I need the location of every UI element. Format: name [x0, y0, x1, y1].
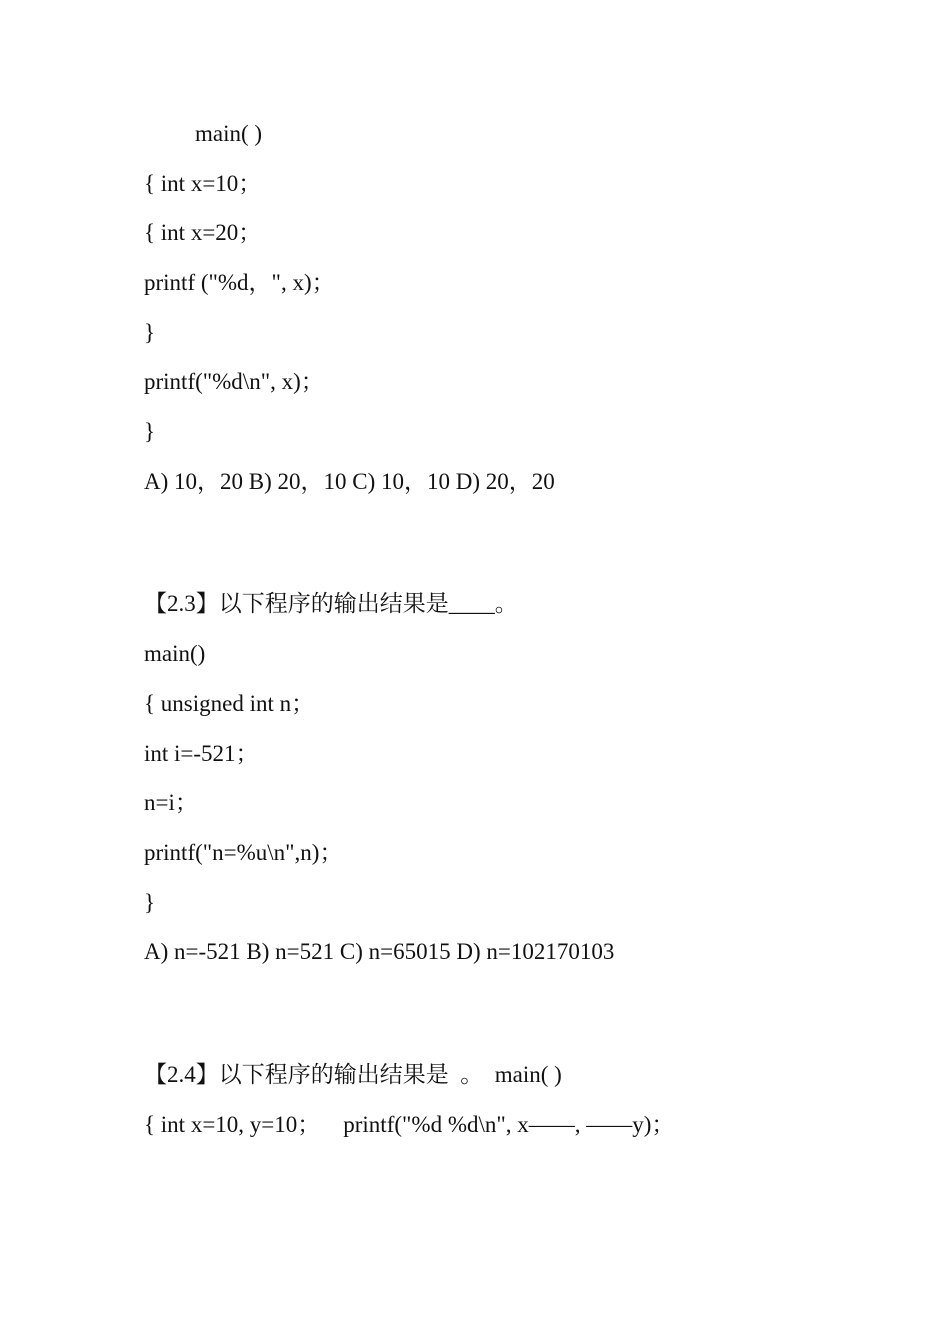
- code-line: { int x=10, y=10； printf("%d %d\n", x——, ——y)；: [144, 1112, 675, 1137]
- code-line: printf("%d\n", x)；: [144, 369, 324, 394]
- code-line: n=i；: [144, 790, 198, 815]
- code-line: }: [144, 320, 156, 345]
- code-line: { int x=10；: [144, 171, 262, 196]
- code-line: int i=-521；: [144, 741, 259, 766]
- code-line: printf ("%d，", x)；: [144, 270, 335, 295]
- code-line: printf("n=%u\n",n)；: [144, 840, 343, 865]
- code-line: }: [144, 419, 156, 444]
- code-line: }: [144, 890, 156, 915]
- answer-options: A) 10，20 B) 20，10 C) 10，10 D) 20，20: [144, 469, 555, 494]
- question-heading-2-4: 【2.4】以下程序的输出结果是 。 main( ): [144, 1062, 562, 1087]
- code-line: { unsigned int n；: [144, 691, 315, 716]
- answer-options: A) n=-521 B) n=521 C) n=65015 D) n=102170103: [144, 939, 615, 964]
- question-heading-2-3: 【2.3】以下程序的输出结果是____。: [144, 591, 518, 616]
- code-line: main(): [144, 641, 206, 666]
- code-line: main( ): [195, 121, 263, 146]
- code-line: { int x=20；: [144, 220, 262, 245]
